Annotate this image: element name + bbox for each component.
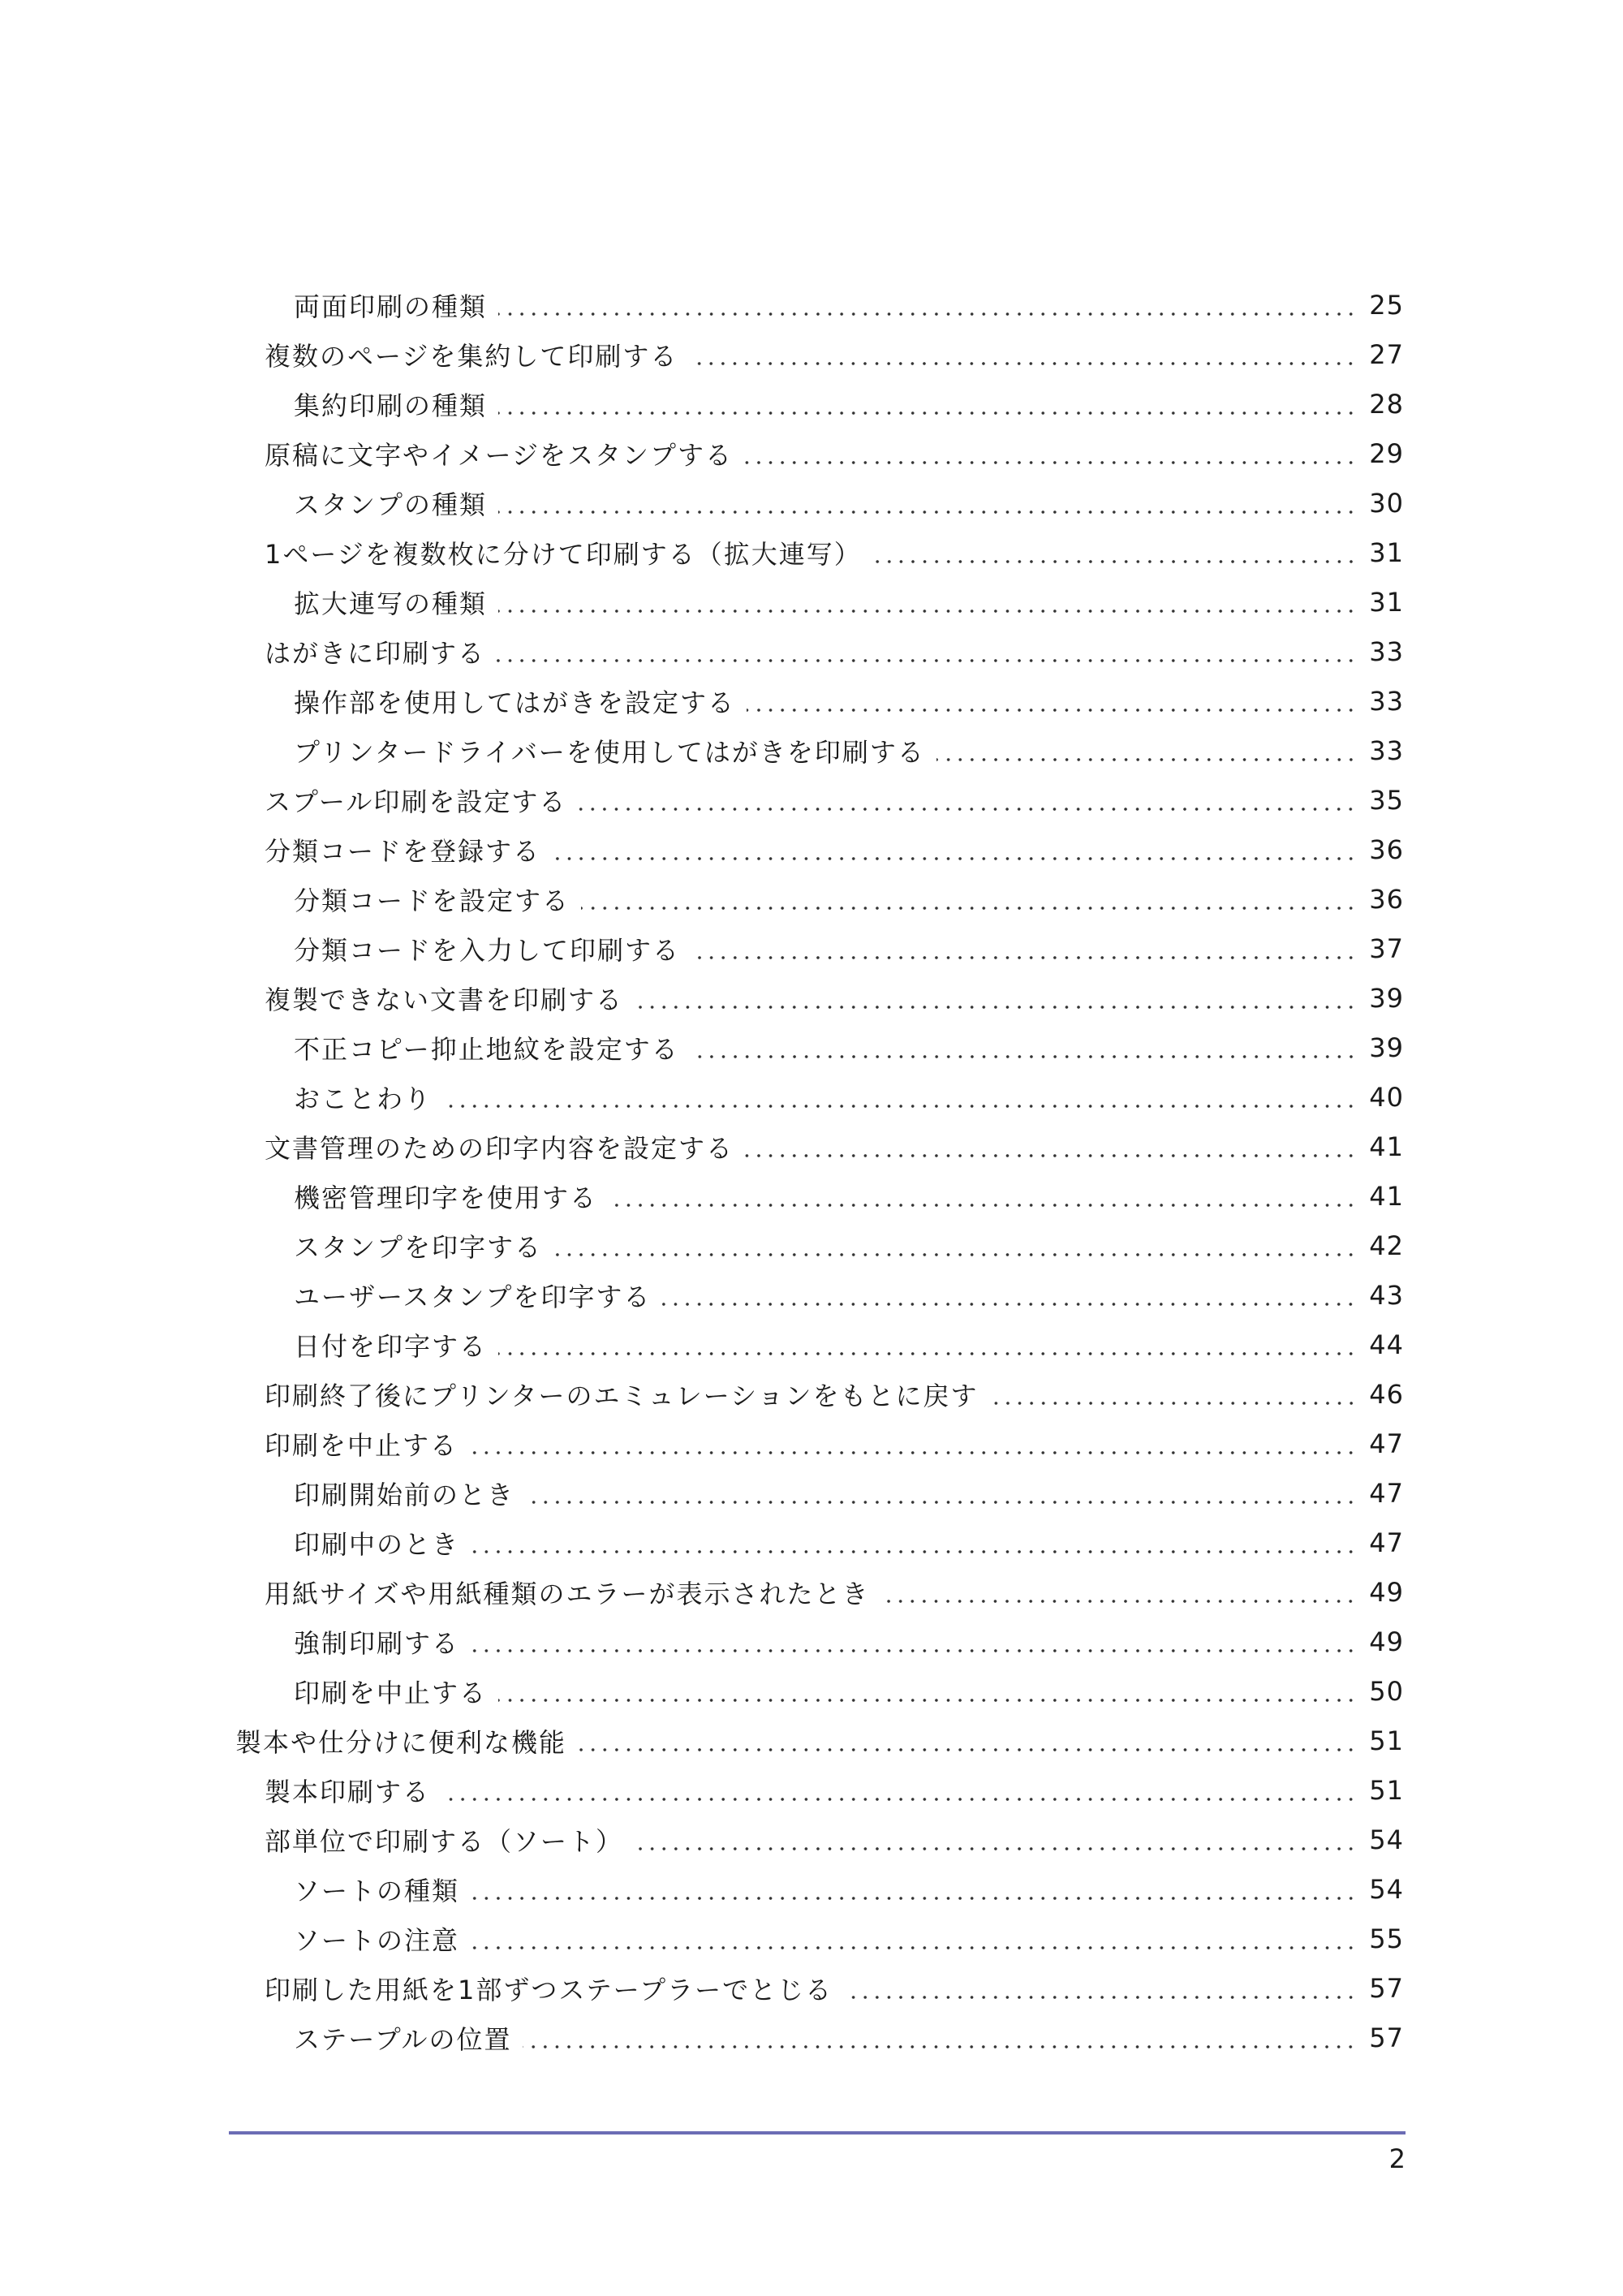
toc-entry[interactable] <box>235 973 1404 1023</box>
dot-leader <box>471 1897 1357 1900</box>
toc-entry-page: 44 <box>1369 1329 1404 1360</box>
toc-entry-title: 強制印刷する <box>294 1627 460 1659</box>
toc-entry-page: 42 <box>1369 1230 1404 1261</box>
toc-entry-title: 製本印刷する <box>265 1776 431 1807</box>
toc-entry-title: 1ページを複数枚に分けて印刷する（拡大連写） <box>265 538 862 570</box>
page-number: 2 <box>1388 2143 1406 2174</box>
toc-entry-page: 27 <box>1369 338 1404 370</box>
toc-entry[interactable] <box>235 280 1404 330</box>
toc-entry-title: スプール印刷を設定する <box>265 786 567 817</box>
dot-leader <box>873 560 1357 563</box>
toc-entry[interactable] <box>235 2013 1404 2062</box>
toc-entry-page: 36 <box>1369 883 1404 915</box>
toc-entry-page: 51 <box>1369 1774 1404 1806</box>
toc-entry-title: 集約印刷の種類 <box>294 390 488 421</box>
toc-entry-title: 印刷を中止する <box>265 1429 458 1461</box>
toc-entry-title: 印刷中のとき <box>294 1528 460 1560</box>
toc-entry-page: 40 <box>1369 1081 1404 1113</box>
toc-entry-page: 43 <box>1369 1279 1404 1311</box>
toc-entry-title: スタンプを印字する <box>294 1231 543 1263</box>
toc-entry-title: 用紙サイズや用紙種類のエラーが表示されたとき <box>265 1578 870 1609</box>
toc-entry-title: はがきに印刷する <box>265 637 486 669</box>
toc-entry-page: 57 <box>1369 1972 1404 2004</box>
toc-entry[interactable] <box>235 379 1404 429</box>
toc-entry[interactable] <box>235 1864 1404 1914</box>
toc-entry[interactable] <box>235 478 1404 528</box>
toc-entry-title: 分類コードを設定する <box>294 885 570 916</box>
toc-entry[interactable] <box>235 1765 1404 1815</box>
toc-entry-title: 分類コードを登録する <box>265 835 541 867</box>
toc-entry-page: 50 <box>1369 1675 1404 1707</box>
toc-entry-title: 拡大連写の種類 <box>294 588 488 619</box>
dot-leader <box>662 1303 1357 1306</box>
toc-entry[interactable] <box>235 330 1404 379</box>
dot-leader <box>990 1402 1357 1405</box>
toc-entry-page: 31 <box>1369 536 1404 568</box>
toc-entry-title: スタンプの種類 <box>294 489 488 520</box>
dot-leader <box>747 709 1357 712</box>
toc-entry-page: 29 <box>1369 437 1404 469</box>
toc-entry-page: 54 <box>1369 1824 1404 1855</box>
toc-entry[interactable] <box>235 1419 1404 1468</box>
toc-entry[interactable] <box>235 1320 1404 1369</box>
dot-leader <box>936 758 1357 761</box>
toc-entry-page: 49 <box>1369 1626 1404 1657</box>
dot-leader <box>498 510 1357 514</box>
toc-entry-title: 文書管理のための印字内容を設定する <box>265 1132 734 1164</box>
toc-entry-page: 39 <box>1369 1032 1404 1063</box>
toc-entry[interactable] <box>235 1716 1404 1765</box>
toc-entry[interactable] <box>235 1171 1404 1221</box>
toc-entry-page: 41 <box>1369 1131 1404 1162</box>
toc-entry[interactable] <box>235 1815 1404 1864</box>
toc-entry[interactable] <box>235 874 1404 924</box>
dot-leader <box>691 1055 1357 1058</box>
toc-entry-title: 分類コードを入力して印刷する <box>294 934 681 966</box>
toc-entry-page: 33 <box>1369 635 1404 667</box>
toc-entry-title: 日付を印字する <box>294 1330 488 1362</box>
dot-leader <box>471 1550 1357 1553</box>
dot-leader <box>581 907 1357 910</box>
dot-leader <box>526 1501 1357 1504</box>
toc-entry[interactable] <box>235 726 1404 775</box>
dot-leader <box>498 411 1357 415</box>
toc-entry[interactable] <box>235 577 1404 627</box>
toc-entry-title: 印刷を中止する <box>294 1677 488 1708</box>
toc-entry-page: 39 <box>1369 982 1404 1014</box>
toc-entry-title: 両面印刷の種類 <box>294 291 488 322</box>
toc-entry[interactable] <box>235 627 1404 676</box>
toc-entry[interactable] <box>235 1221 1404 1270</box>
toc-entry[interactable] <box>235 676 1404 726</box>
toc-entry-title: 機密管理印字を使用する <box>294 1182 598 1213</box>
toc-entry-page: 47 <box>1369 1527 1404 1558</box>
toc-entry-title: 複製できない文書を印刷する <box>265 984 624 1015</box>
toc-entry-page: 37 <box>1369 933 1404 964</box>
toc-entry[interactable] <box>235 1072 1404 1122</box>
toc-entry-page: 47 <box>1369 1428 1404 1459</box>
dot-leader <box>609 1204 1357 1207</box>
toc-entry-page: 47 <box>1369 1477 1404 1509</box>
dot-leader <box>441 1798 1357 1801</box>
toc-entry[interactable] <box>235 1369 1404 1419</box>
toc-entry-page: 55 <box>1369 1923 1404 1954</box>
toc-entry-title: 部単位で印刷する（ソート） <box>265 1825 624 1857</box>
toc-entry-page: 51 <box>1369 1725 1404 1756</box>
toc-entry-page: 41 <box>1369 1180 1404 1212</box>
toc-entry-page: 54 <box>1369 1873 1404 1905</box>
toc-entry-page: 25 <box>1369 289 1404 321</box>
toc-entry-title: ステープルの位置 <box>294 2023 512 2055</box>
toc-entry-page: 33 <box>1369 734 1404 766</box>
toc-entry-page: 46 <box>1369 1378 1404 1410</box>
dot-leader <box>880 1600 1357 1603</box>
toc-entry-page: 31 <box>1369 586 1404 618</box>
dot-leader <box>745 1154 1357 1157</box>
footer-rule <box>229 2131 1406 2134</box>
dot-leader <box>689 362 1357 365</box>
toc-entry-title: ソートの種類 <box>294 1875 460 1906</box>
dot-leader <box>744 461 1357 464</box>
dot-leader <box>844 1996 1357 1999</box>
toc-entry-title: ソートの注意 <box>294 1924 460 1956</box>
toc-entry-page: 33 <box>1369 685 1404 717</box>
toc-entry[interactable] <box>235 1617 1404 1666</box>
toc-entry[interactable] <box>235 825 1404 874</box>
toc-entry[interactable] <box>235 1270 1404 1320</box>
dot-leader <box>471 1649 1357 1652</box>
toc-entry-title: 製本や仕分けに便利な機能 <box>235 1726 567 1758</box>
toc-entry-title: 複数のページを集約して印刷する <box>265 340 678 372</box>
dot-leader <box>578 808 1357 811</box>
dot-leader <box>471 1946 1357 1949</box>
toc-entry[interactable] <box>235 1914 1404 1963</box>
dot-leader <box>635 1847 1357 1850</box>
dot-leader <box>443 1105 1357 1108</box>
toc-entry[interactable] <box>235 1468 1404 1518</box>
dot-leader <box>497 659 1357 662</box>
dot-leader <box>469 1451 1357 1454</box>
dot-leader <box>578 1748 1357 1751</box>
dot-leader <box>552 857 1357 860</box>
toc-entry-title: 操作部を使用してはがきを設定する <box>294 687 736 718</box>
toc-entry[interactable] <box>235 1518 1404 1567</box>
toc-entry-title: 不正コピー抑止地紋を設定する <box>294 1033 679 1065</box>
toc-entry[interactable] <box>235 1963 1404 2013</box>
toc-entry-title: 印刷終了後にプリンターのエミュレーションをもとに戻す <box>265 1380 979 1411</box>
toc-entry-page: 49 <box>1369 1576 1404 1608</box>
toc-entry-title: プリンタードライバーを使用してはがきを印刷する <box>294 736 925 768</box>
toc-entry[interactable] <box>235 429 1404 478</box>
dot-leader <box>498 610 1357 613</box>
dot-leader <box>553 1253 1357 1256</box>
toc-entry[interactable] <box>235 924 1404 973</box>
table-of-contents <box>235 280 1404 2062</box>
toc-entry[interactable] <box>235 775 1404 825</box>
toc-entry[interactable] <box>235 1567 1404 1617</box>
toc-entry-title: 印刷した用紙を1部ずつステープラーでとじる <box>265 1974 833 2005</box>
toc-entry[interactable] <box>235 1666 1404 1716</box>
toc-entry[interactable] <box>235 1023 1404 1072</box>
toc-entry-page: 35 <box>1369 784 1404 816</box>
dot-leader <box>635 1006 1357 1009</box>
toc-entry-page: 30 <box>1369 487 1404 519</box>
toc-entry-title: ユーザースタンプを印字する <box>294 1281 652 1312</box>
toc-entry-title: 原稿に文字やイメージをスタンプする <box>265 439 734 471</box>
dot-leader <box>498 1699 1357 1702</box>
toc-entry-page: 36 <box>1369 834 1404 865</box>
dot-leader <box>498 312 1357 316</box>
toc-entry-page: 28 <box>1369 388 1404 420</box>
dot-leader <box>523 2045 1357 2048</box>
dot-leader <box>691 956 1357 959</box>
toc-entry-page: 57 <box>1369 2022 1404 2053</box>
toc-entry[interactable] <box>235 528 1404 577</box>
toc-entry[interactable] <box>235 1122 1404 1171</box>
dot-leader <box>498 1352 1357 1355</box>
toc-entry-title: 印刷開始前のとき <box>294 1479 515 1510</box>
toc-entry-title: おことわり <box>294 1083 433 1114</box>
